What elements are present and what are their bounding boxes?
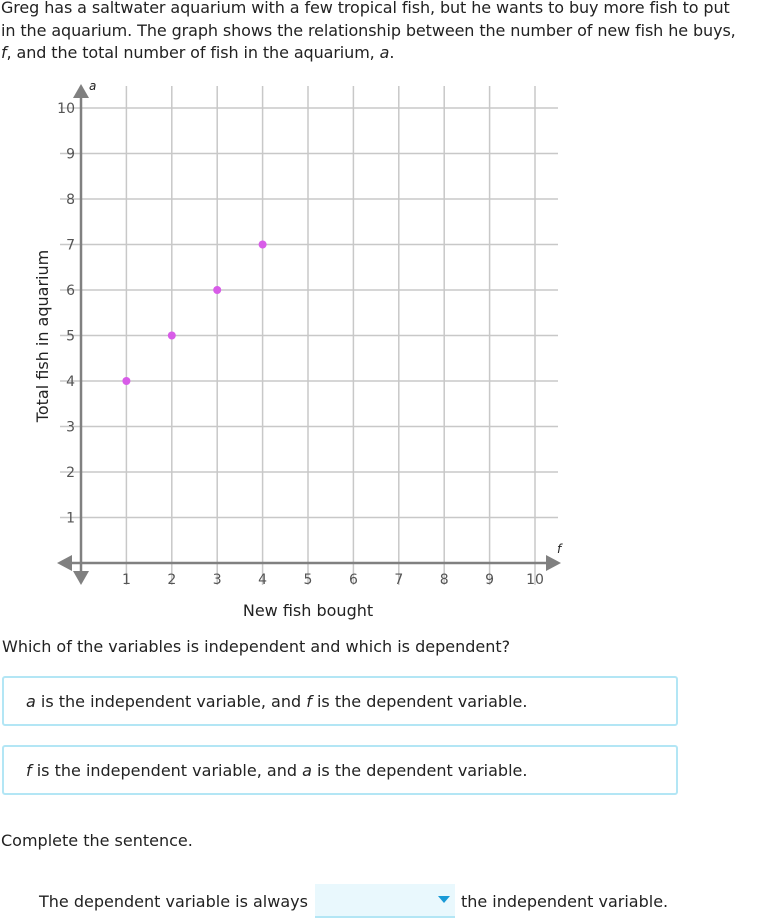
arrow-right-icon — [546, 555, 561, 571]
x-tick-label: 6 — [348, 572, 358, 588]
intro-line-1: Greg has a saltwater aquarium with a few tropical fish, but he wants to buy more fish to put — [1, 0, 730, 17]
x-tick-label: 10 — [526, 572, 544, 588]
y-tick-label: 1 — [66, 510, 75, 527]
var-f: f — [26, 760, 32, 780]
question-text: Which of the variables is independent and which is dependent? — [2, 637, 511, 656]
arrow-up-icon — [73, 84, 89, 98]
x-tick-label: 8 — [439, 572, 449, 588]
y-tick-label: 2 — [66, 465, 75, 481]
y-tick-label: 6 — [66, 283, 75, 299]
choice-f-independent[interactable] — [2, 745, 678, 795]
axes — [57, 84, 561, 585]
var-f: f — [306, 691, 312, 711]
var-a: a — [302, 760, 312, 780]
data-points — [122, 241, 266, 386]
var-a: a — [26, 691, 36, 711]
y-axis-label: Total fish in aquarium — [33, 249, 52, 423]
x-tick-label: 2 — [167, 572, 177, 588]
intro-line-3-text: , and the total number of fish in the aquarium, — [6, 43, 380, 62]
choice-text: is the independent variable, and — [31, 760, 303, 780]
choice-text: is the independent variable, and — [35, 691, 307, 711]
y-tick-label: 4 — [66, 374, 75, 390]
data-point — [122, 377, 130, 385]
choice-text: is the dependent variable. — [311, 760, 528, 780]
x-tick-label: 5 — [303, 572, 313, 588]
y-tick-label: 7 — [66, 237, 75, 254]
x-axis-variable: f — [557, 542, 562, 556]
comparison-dropdown[interactable] — [315, 884, 455, 918]
choice-label — [26, 761, 527, 780]
data-point — [168, 332, 176, 340]
intro-period: . — [389, 43, 395, 62]
var-f: f — [1, 43, 7, 62]
choice-text: is the dependent variable. — [311, 691, 528, 711]
sentence-row — [39, 884, 668, 918]
x-tick-label: 9 — [485, 572, 495, 588]
grid-lines — [60, 86, 558, 585]
sentence-before: The dependent variable is always — [39, 891, 308, 911]
x-tick-label: 1 — [121, 572, 131, 588]
y-tick-label: 8 — [66, 192, 75, 208]
sentence-after: the independent variable. — [460, 891, 669, 911]
x-axis-label: New fish bought — [242, 601, 374, 620]
y-axis-variable: a — [89, 79, 97, 93]
tick-labels — [57, 101, 544, 588]
x-tick-label: 3 — [212, 572, 222, 588]
caret-down-icon — [438, 896, 450, 903]
data-point — [259, 241, 267, 249]
x-tick-label: 7 — [394, 572, 404, 588]
x-tick-label: 4 — [258, 572, 268, 588]
arrow-left-icon — [57, 555, 72, 571]
complete-prompt: Complete the sentence. — [1, 831, 193, 850]
y-tick-label: 10 — [57, 101, 75, 117]
data-point — [213, 286, 221, 294]
y-tick-label: 5 — [66, 328, 75, 345]
intro-line-3 — [1, 42, 757, 65]
choice-a-independent[interactable] — [2, 676, 678, 726]
problem-statement — [1, 0, 757, 65]
var-a: a — [379, 43, 390, 62]
choice-label — [26, 692, 527, 711]
intro-line-2: in the aquarium. The graph shows the relationship between the number of new fish he buys, — [1, 20, 736, 40]
y-tick-label: 3 — [66, 419, 75, 436]
arrow-down-icon — [73, 571, 89, 585]
scatter-chart — [0, 72, 600, 632]
y-tick-label: 9 — [66, 146, 75, 163]
